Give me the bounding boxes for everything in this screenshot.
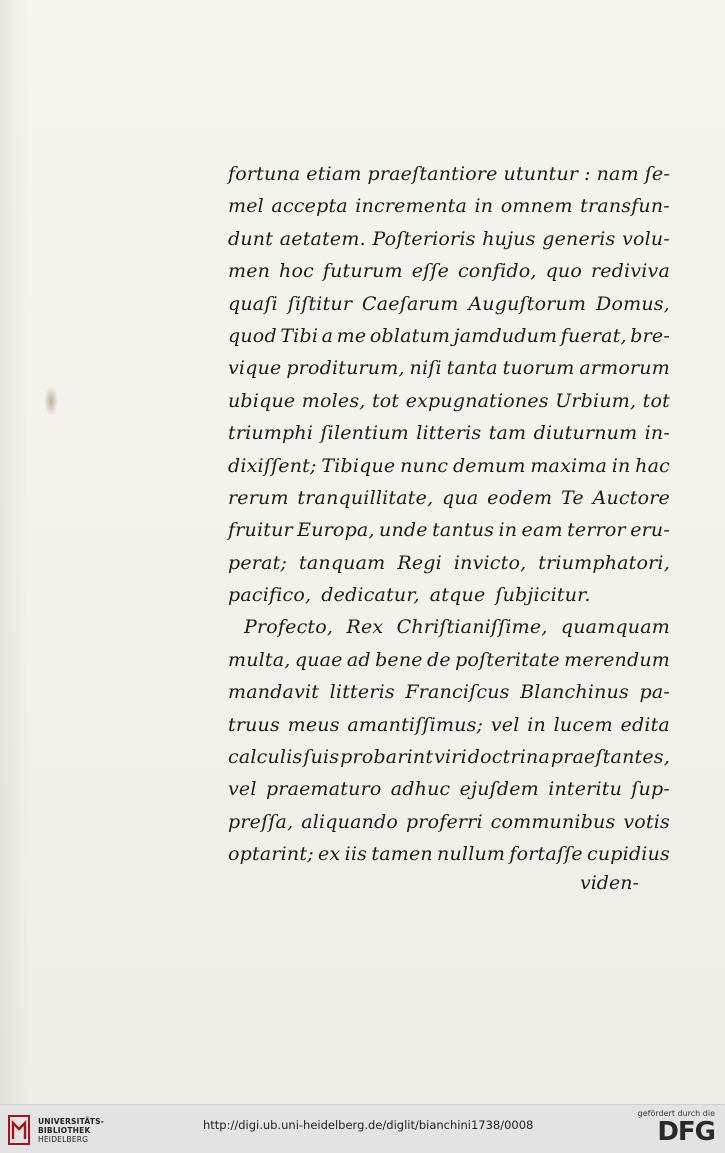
text-line bbox=[228, 482, 670, 514]
text-line bbox=[228, 676, 670, 708]
text-word: expugnationes bbox=[405, 389, 549, 412]
text-word: doctrina bbox=[467, 746, 550, 769]
text-line bbox=[228, 579, 670, 611]
text-word: in bbox=[611, 454, 631, 477]
text-word: mel bbox=[228, 195, 264, 218]
text-word: quo bbox=[545, 260, 583, 283]
catchword: viden- bbox=[580, 872, 639, 894]
text-word: men bbox=[228, 260, 271, 283]
text-word: maxima bbox=[530, 454, 608, 477]
text-word: armorum bbox=[579, 357, 670, 380]
text-word: ſilentium bbox=[320, 422, 409, 445]
text-word: confido, bbox=[457, 260, 537, 283]
text-word: tam bbox=[488, 422, 527, 445]
funder-caption: gefördert durch die bbox=[637, 1109, 715, 1118]
text-word: tot bbox=[371, 389, 400, 412]
text-word: amantiſſimus; bbox=[347, 713, 484, 736]
dfg-logo: DFG bbox=[657, 1117, 715, 1147]
text-word: pa- bbox=[639, 681, 670, 704]
text-word: Rex bbox=[346, 616, 384, 639]
text-word: tuorum bbox=[502, 357, 575, 380]
text-word: praematuro bbox=[265, 778, 382, 801]
text-word: etiam bbox=[306, 163, 362, 185]
text-word: jamdudum bbox=[453, 324, 558, 347]
text-word: oblatum bbox=[369, 324, 451, 347]
text-word: quod bbox=[228, 324, 277, 347]
text-word: tanta bbox=[446, 357, 498, 380]
text-line bbox=[228, 417, 670, 449]
text-word: eam bbox=[521, 519, 563, 542]
text-word: aetatem. bbox=[279, 227, 366, 250]
text-word: bene bbox=[375, 648, 423, 671]
text-word: interitu bbox=[548, 778, 623, 801]
text-word: Auguſtorum bbox=[468, 292, 587, 315]
text-word: fuerat, bbox=[560, 324, 627, 347]
text-word: Europa, bbox=[297, 519, 375, 542]
text-word: futurum bbox=[322, 260, 403, 283]
library-name-line3: HEIDELBERG bbox=[38, 1134, 89, 1144]
text-word: unde bbox=[379, 519, 428, 542]
text-word: quae bbox=[294, 648, 343, 671]
text-word: cupidius bbox=[587, 843, 670, 866]
library-emblem-icon bbox=[8, 1115, 30, 1145]
text-word: in bbox=[527, 713, 546, 736]
text-word: optarint; bbox=[228, 843, 314, 866]
text-line bbox=[228, 320, 670, 352]
text-line bbox=[228, 806, 670, 838]
text-line bbox=[228, 352, 670, 384]
text-word: litteris bbox=[329, 681, 395, 704]
text-word: rerum bbox=[228, 486, 289, 509]
text-word: Blanchinus bbox=[520, 681, 629, 704]
text-word: Regi bbox=[397, 551, 442, 574]
text-line bbox=[228, 741, 670, 773]
text-word: volu- bbox=[622, 227, 670, 250]
text-word: Tibique bbox=[321, 454, 396, 477]
text-word: votis bbox=[623, 810, 670, 833]
text-word: tantus bbox=[432, 519, 495, 542]
dfg-funder[interactable] bbox=[638, 1109, 715, 1145]
text-word: ex bbox=[318, 843, 341, 866]
text-word: fortuna bbox=[228, 163, 301, 185]
text-word: iis bbox=[344, 843, 368, 866]
text-word: de bbox=[427, 648, 451, 671]
text-word: Franciſcus bbox=[405, 681, 510, 704]
text-word: tamen bbox=[371, 843, 433, 866]
text-word: multa, bbox=[228, 648, 291, 671]
text-word: proditurum, bbox=[286, 357, 405, 380]
text-word: Urbium, bbox=[555, 389, 637, 412]
library-name-line1: UNIVERSITÄTS- bbox=[38, 1116, 105, 1126]
text-line bbox=[228, 709, 670, 741]
text-word: vique bbox=[228, 357, 282, 380]
text-line bbox=[228, 255, 670, 287]
text-line bbox=[228, 288, 670, 320]
text-line bbox=[228, 514, 670, 546]
text-word: aliquando bbox=[301, 810, 399, 833]
text-word: ſuis bbox=[303, 746, 340, 769]
text-line bbox=[228, 190, 670, 222]
text-word: Caeſarum bbox=[362, 292, 459, 315]
library-name bbox=[38, 1117, 104, 1144]
text-word: hoc bbox=[279, 260, 314, 283]
text-line bbox=[228, 223, 670, 255]
text-word: communibus bbox=[490, 810, 616, 833]
text-word: accepta bbox=[271, 195, 348, 218]
text-word: hujus bbox=[482, 227, 536, 250]
text-word: atque bbox=[429, 584, 486, 607]
text-word: merendum bbox=[564, 648, 670, 671]
text-word: vel bbox=[228, 778, 257, 801]
text-word: praeſtantes, bbox=[550, 746, 670, 769]
text-word: Tibi bbox=[280, 324, 319, 347]
text-word: Auctore bbox=[592, 486, 670, 509]
text-word: Domus, bbox=[596, 292, 670, 315]
text-word: fruitur bbox=[228, 519, 293, 542]
text-word: eodem bbox=[487, 486, 553, 509]
permalink-url[interactable]: http://digi.ub.uni-heidelberg.de/diglit/bianchini1738/0008 bbox=[203, 1118, 534, 1132]
text-word: niſi bbox=[409, 357, 442, 380]
latin-text-block bbox=[228, 158, 670, 871]
text-word: quaſi bbox=[228, 292, 278, 315]
text-word: Profecto, bbox=[244, 616, 334, 639]
text-word: rediviva bbox=[590, 260, 670, 283]
text-word: utuntur bbox=[503, 163, 579, 185]
text-word: lucem bbox=[553, 713, 613, 736]
text-word: dunt bbox=[228, 227, 274, 250]
paper-stain bbox=[44, 386, 58, 416]
text-word: ſubjicitur. bbox=[495, 584, 591, 607]
text-line bbox=[228, 450, 670, 482]
text-word: proferri bbox=[405, 810, 483, 833]
text-word: poſteritate bbox=[455, 648, 560, 671]
text-word: triumphatori, bbox=[538, 551, 670, 574]
text-word: viri bbox=[434, 746, 467, 769]
text-line bbox=[228, 611, 670, 643]
text-word: : bbox=[584, 163, 591, 185]
text-word: ſiſtitur bbox=[287, 292, 353, 315]
text-line bbox=[228, 644, 670, 676]
text-word: tanquam bbox=[299, 551, 386, 574]
text-word: a bbox=[321, 324, 334, 347]
text-word: hac bbox=[635, 454, 670, 477]
text-word: triumphi bbox=[228, 422, 314, 445]
text-line bbox=[228, 385, 670, 417]
text-word: moles, bbox=[301, 389, 366, 412]
text-word: nullum bbox=[437, 843, 506, 866]
text-word: ſe- bbox=[644, 163, 670, 185]
text-word: incrementa bbox=[355, 195, 468, 218]
text-word: nunc bbox=[400, 454, 449, 477]
text-word: me bbox=[336, 324, 367, 347]
text-word: diuturnum bbox=[533, 422, 638, 445]
text-word: omnem bbox=[500, 195, 573, 218]
text-word: Chriſtianiſſime, bbox=[396, 616, 548, 639]
text-word: eſſe bbox=[411, 260, 450, 283]
text-word: bre- bbox=[630, 324, 670, 347]
text-word: tranquillitate, bbox=[297, 486, 434, 509]
text-word: Poſterioris bbox=[372, 227, 476, 250]
text-line bbox=[228, 838, 670, 870]
text-line bbox=[228, 773, 670, 805]
text-word: pacifico, bbox=[228, 584, 312, 607]
text-word: in bbox=[498, 519, 518, 542]
text-word: dedicatur, bbox=[321, 584, 420, 607]
text-word: terror bbox=[567, 519, 626, 542]
viewer-footer bbox=[0, 1104, 725, 1153]
text-word: invicto, bbox=[453, 551, 527, 574]
text-word: ejuſdem bbox=[459, 778, 539, 801]
text-line bbox=[228, 547, 670, 579]
text-word: adhuc bbox=[390, 778, 451, 801]
text-word: quamquam bbox=[560, 616, 670, 639]
text-word: nam bbox=[596, 163, 639, 185]
text-word: preſſa, bbox=[228, 810, 294, 833]
text-word: demum bbox=[452, 454, 526, 477]
text-word: meus bbox=[287, 713, 340, 736]
text-word: generis bbox=[542, 227, 616, 250]
text-word: probarint bbox=[340, 746, 434, 769]
text-line bbox=[228, 158, 670, 190]
library-name-line2: BIBLIOTHEK bbox=[38, 1125, 91, 1135]
text-word: litteris bbox=[416, 422, 482, 445]
text-word: ſup- bbox=[631, 778, 670, 801]
text-word: vel bbox=[490, 713, 520, 736]
text-word: eru- bbox=[630, 519, 670, 542]
text-word: dixiſſent; bbox=[228, 454, 317, 477]
text-word: praeſtantiore bbox=[367, 163, 498, 185]
text-word: transfun- bbox=[580, 195, 670, 218]
text-word: fortaſſe bbox=[509, 843, 583, 866]
text-word: perat; bbox=[228, 551, 288, 574]
text-word: tot bbox=[642, 389, 670, 412]
text-word: mandavit bbox=[228, 681, 320, 704]
university-library-logo[interactable] bbox=[8, 1112, 198, 1148]
text-word: qua bbox=[442, 486, 479, 509]
text-word: in bbox=[474, 195, 494, 218]
text-word: truus bbox=[228, 713, 280, 736]
text-word: edita bbox=[620, 713, 670, 736]
text-word: ad bbox=[346, 648, 371, 671]
text-word: Te bbox=[560, 486, 584, 509]
text-word: in- bbox=[644, 422, 670, 445]
text-word: calculis bbox=[228, 746, 303, 769]
text-word: ubique bbox=[228, 389, 296, 412]
